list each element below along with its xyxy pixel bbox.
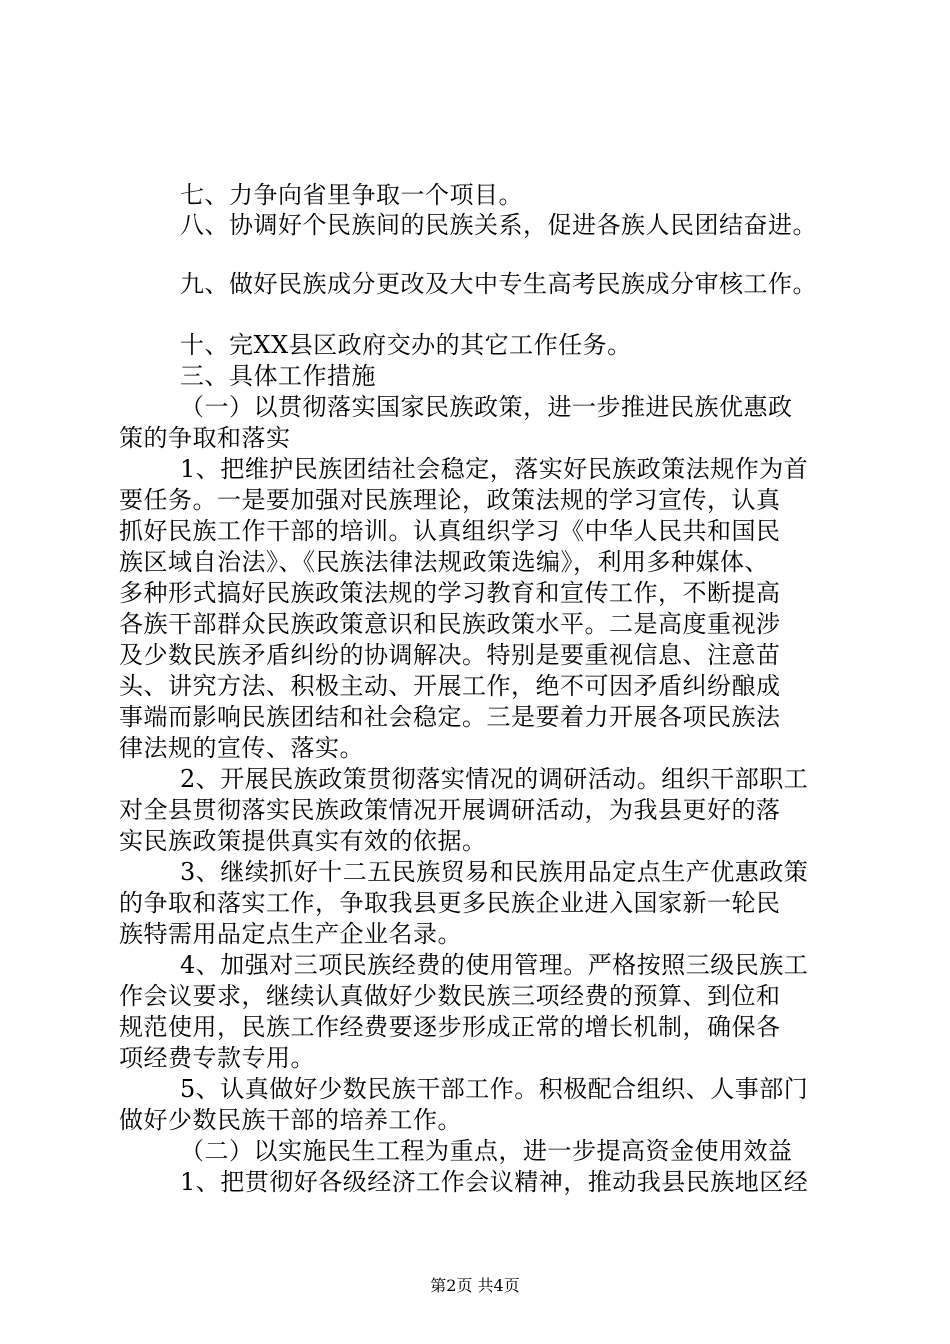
paragraph-line: 5、认真做好少数民族干部工作。积极配合组织、人事部门 — [180, 1075, 809, 1103]
paragraph-line: 抓好民族工作干部的培训。认真组织学习《中华人民共和国民 — [119, 517, 781, 545]
paragraph-line: 族区域自治法》、《民族法律法规政策选编》，利用多种媒体、 — [119, 548, 769, 576]
paragraph-line: 项经费专款专用。 — [119, 1044, 315, 1072]
paragraph-line: 作会议要求，继续认真做好少数民族三项经费的预算、到位和 — [119, 982, 781, 1010]
section-heading: 三、具体工作措施 — [180, 362, 376, 390]
paragraph-line: 做好少数民族干部的培养工作。 — [119, 1106, 462, 1134]
subsection-heading: （二）以实施民生工程为重点，进一步提高资金使用效益 — [180, 1137, 793, 1165]
paragraph-line: 律法规的宣传、落实。 — [119, 734, 364, 762]
paragraph-line: 及少数民族矛盾纠纷的协调解决。特别是要重视信息、注意苗 — [119, 641, 781, 669]
paragraph-line: 要任务。一是要加强对民族理论，政策法规的学习宣传，认真 — [119, 486, 781, 514]
paragraph-line: 七、力争向省里争取一个项目。 — [180, 181, 523, 209]
paragraph-line: 1、把贯彻好各级经济工作会议精神，推动我县民族地区经 — [180, 1168, 809, 1196]
paragraph-line: 九、做好民族成分更改及大中专生高考民族成分审核工作。 — [180, 270, 817, 298]
paragraph-line: 4、加强对三项民族经费的使用管理。严格按照三级民族工 — [180, 951, 809, 979]
paragraph-line: 八、协调好个民族间的民族关系，促进各族人民团结奋进。 — [180, 211, 817, 239]
paragraph-line: 的争取和落实工作，争取我县更多民族企业进入国家新一轮民 — [119, 889, 781, 917]
paragraph-line: 实民族政策提供真实有效的依据。 — [119, 827, 487, 855]
paragraph-line: 十、完XX县区政府交办的其它工作任务。 — [180, 331, 632, 359]
paragraph-line: 族特需用品定点生产企业名录。 — [119, 920, 462, 948]
paragraph-line: 1、把维护民族团结社会稳定，落实好民族政策法规作为首 — [180, 455, 809, 483]
paragraph-line: 3、继续抓好十二五民族贸易和民族用品定点生产优惠政策 — [180, 858, 809, 886]
paragraph-line: 各族干部群众民族政策意识和民族政策水平。二是高度重视涉 — [119, 610, 781, 638]
paragraph-line: 2、开展民族政策贯彻落实情况的调研活动。组织干部职工 — [180, 765, 809, 793]
subsection-heading: （一）以贯彻落实国家民族政策，进一步推进民族优惠政 — [180, 393, 793, 421]
subsection-heading: 策的争取和落实 — [119, 424, 291, 452]
paragraph-line: 规范使用，民族工作经费要逐步形成正常的增长机制，确保各 — [119, 1013, 781, 1041]
paragraph-line: 多种形式搞好民族政策法规的学习教育和宣传工作，不断提高 — [119, 579, 781, 607]
paragraph-line: 头、讲究方法、积极主动、开展工作，绝不可因矛盾纠纷酿成 — [119, 672, 781, 700]
page-number-footer: 第2页 共4页 — [430, 1276, 520, 1295]
paragraph-line: 事端而影响民族团结和社会稳定。三是要着力开展各项民族法 — [119, 703, 781, 731]
paragraph-line: 对全县贯彻落实民族政策情况开展调研活动，为我县更好的落 — [119, 796, 781, 824]
